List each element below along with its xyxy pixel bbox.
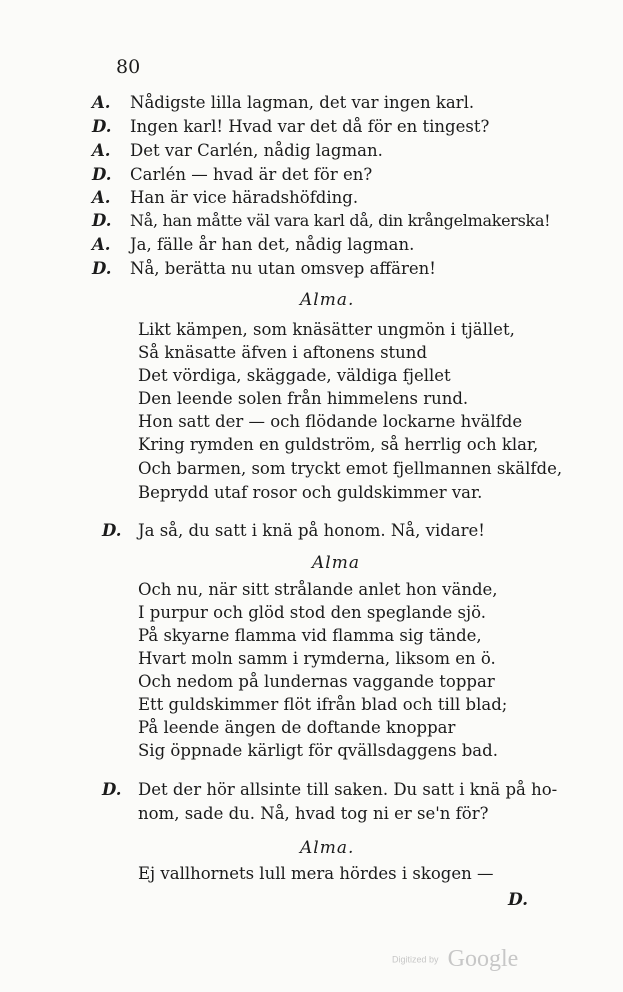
speaker: D.: [92, 117, 112, 136]
speaker: D.: [102, 521, 122, 540]
speaker: D.: [92, 211, 112, 230]
section-heading: Alma.: [300, 838, 355, 858]
verse-line: Den leende solen från himmelens rund.: [138, 389, 469, 408]
google-logo-text: Google: [447, 946, 519, 972]
watermark-small-text: Digitized by: [392, 954, 439, 965]
verse-line: Och nedom på lundernas vaggande toppar: [138, 672, 495, 691]
line-text: Nå, berätta nu utan omsvep affären!: [130, 259, 436, 278]
verse-line: Så knäsatte äfven i aftonens stund: [138, 343, 427, 362]
speaker: A.: [92, 141, 111, 160]
verse-line: Kring rymden en guldström, så herrlig och klar,: [138, 435, 539, 454]
line-text: Det var Carlén, nådig lagman.: [130, 141, 383, 160]
line-text: Det der hör allsinte till saken. Du satt i knä på ho-: [138, 780, 558, 799]
verse-line: På skyarne flamma vid flamma sig tände,: [138, 626, 482, 645]
line-text: Carlén — hvad är det för en?: [130, 165, 373, 184]
digitized-watermark: [392, 946, 518, 973]
line-text: Ja, fälle år han det, nådig lagman.: [130, 235, 415, 254]
verse-line: Ej vallhornets lull mera hördes i skogen —: [138, 864, 494, 883]
page-number: 80: [116, 56, 141, 78]
speaker: D.: [102, 780, 122, 799]
verse-line: I purpur och glöd stod den speglande sjö.: [138, 603, 486, 622]
verse-line: Beprydd utaf rosor och guldskimmer var.: [138, 483, 483, 502]
verse-line: Och nu, när sitt strålande anlet hon vände,: [138, 580, 498, 599]
speaker: D.: [92, 165, 112, 184]
line-text: nom, sade du. Nå, hvad tog ni er se'n för?: [138, 804, 489, 823]
speaker: A.: [92, 235, 111, 254]
line-text: Nå, han måtte väl vara karl då, din krångelmakerska!: [130, 211, 551, 230]
verse-line: Det vördiga, skäggade, väldiga fjellet: [138, 366, 451, 385]
catchword: D.: [508, 890, 529, 910]
verse-line: På leende ängen de doftande knoppar: [138, 718, 456, 737]
verse-line: Sig öppnade kärligt för qvällsdaggens bad.: [138, 741, 498, 760]
speaker: A.: [92, 93, 111, 112]
section-heading: Alma.: [300, 290, 355, 310]
line-text: Ingen karl! Hvad var det då för en tingest?: [130, 117, 490, 136]
verse-line: Likt kämpen, som knäsätter ungmön i tjället,: [138, 320, 515, 339]
speaker: D.: [92, 259, 112, 278]
verse-line: Hon satt der — och flödande lockarne hvälfde: [138, 412, 523, 431]
line-text: Ja så, du satt i knä på honom. Nå, vidare!: [138, 521, 485, 540]
line-text: Nådigste lilla lagman, det var ingen karl.: [130, 93, 475, 112]
verse-line: Och barmen, som tryckt emot fjellmannen skälfde,: [138, 459, 563, 478]
section-heading: Alma: [312, 553, 360, 573]
verse-line: Hvart moln samm i rymderna, liksom en ö.: [138, 649, 496, 668]
speaker: A.: [92, 188, 111, 207]
line-text: Han är vice häradshöfding.: [130, 188, 359, 207]
verse-line: Ett guldskimmer flöt ifrån blad och till blad;: [138, 695, 508, 714]
